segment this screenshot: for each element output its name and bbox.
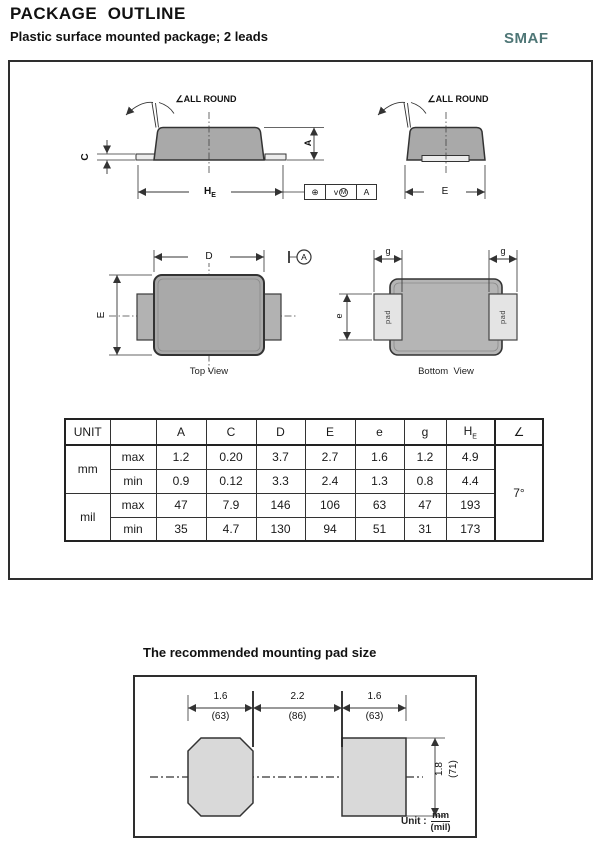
mounting-pad-right <box>342 738 406 816</box>
dim-label-a: A <box>303 139 313 147</box>
dim-label-c: C <box>80 153 91 161</box>
mounting-pad-panel <box>133 675 477 838</box>
tolerance-value-cell: v M <box>326 184 357 200</box>
value-cell: 4.7 <box>206 517 256 541</box>
side-view-front <box>97 102 324 199</box>
pad-dim-right-mil: (63) <box>365 711 384 722</box>
table-row-mm-max <box>65 445 543 469</box>
package-body-top <box>154 275 264 355</box>
limit-header <box>110 419 156 445</box>
value-cell: 31 <box>404 517 446 541</box>
page-title: PACKAGE OUTLINE <box>10 4 186 23</box>
value-cell: 63 <box>355 493 404 517</box>
value-cell: 0.8 <box>404 469 446 493</box>
pad-text-right: pad <box>498 310 507 325</box>
bottom-view-caption: Bottom View <box>418 366 474 377</box>
top-view <box>109 250 311 372</box>
value-cell: 2.4 <box>305 469 355 493</box>
position-symbol-icon: ⊕ <box>304 184 326 200</box>
unit-mm-cell: mm <box>65 445 110 493</box>
table-header-row <box>65 419 543 445</box>
top-view-caption: Top View <box>189 366 229 377</box>
side-view-end <box>378 102 485 199</box>
value-cell: 193 <box>446 493 495 517</box>
value-cell: 3.3 <box>256 469 305 493</box>
value-cell: 106 <box>305 493 355 517</box>
limit-cell: max <box>110 493 156 517</box>
dim-label-e-pitch: e <box>334 313 344 319</box>
pad-dim-mid-mil: (86) <box>288 711 307 722</box>
bottom-view <box>339 250 517 355</box>
column-header-d: D <box>256 419 305 445</box>
value-cell: 94 <box>305 517 355 541</box>
value-cell: 47 <box>404 493 446 517</box>
column-header-a: A <box>156 419 206 445</box>
lead-right-shape <box>265 154 286 160</box>
value-cell: 1.2 <box>156 445 206 469</box>
page-subtitle: Plastic surface mounted package; 2 leads <box>10 29 268 44</box>
value-cell: 1.3 <box>355 469 404 493</box>
dim-label-e-end: E <box>424 186 466 198</box>
mounting-pads-drawing <box>150 691 445 816</box>
value-cell: 35 <box>156 517 206 541</box>
column-header-g: g <box>404 419 446 445</box>
table-row-mil-min <box>65 517 543 541</box>
value-cell: 0.20 <box>206 445 256 469</box>
limit-cell: min <box>110 517 156 541</box>
column-header-angle: ∠ <box>495 419 543 445</box>
all-round-label-right: ∠ALL ROUND <box>427 94 489 104</box>
all-round-label-left: ∠ALL ROUND <box>175 94 237 104</box>
pad-dim-left-mil: (63) <box>211 711 230 722</box>
column-header-c: C <box>206 419 256 445</box>
value-cell: 146 <box>256 493 305 517</box>
package-code: SMAF <box>504 30 549 47</box>
value-cell: 4.9 <box>446 445 495 469</box>
limit-cell: min <box>110 469 156 493</box>
unit-mil: (mil) <box>430 822 451 833</box>
datum-flag-label: A <box>301 252 307 262</box>
value-cell: 7.9 <box>206 493 256 517</box>
top-lead-left <box>137 294 155 340</box>
value-cell: 51 <box>355 517 404 541</box>
pad-dim-mid-mm: 2.2 <box>290 691 305 702</box>
dim-label-g-left: g <box>385 246 391 256</box>
value-cell: 47 <box>156 493 206 517</box>
unit-header: UNIT <box>65 419 110 445</box>
value-cell: 130 <box>256 517 305 541</box>
angle-value-cell: 7° <box>495 445 543 541</box>
table-row-mm-min <box>65 469 543 493</box>
column-header-he: $H_E$ <box>446 419 495 445</box>
pad-dim-left-mm: 1.6 <box>213 691 228 702</box>
dim-label-d: D <box>188 251 230 263</box>
outline-drawing-panel <box>8 60 593 580</box>
unit-fraction <box>431 810 451 833</box>
value-cell: 1.6 <box>355 445 404 469</box>
pad-dim-right-mm: 1.6 <box>367 691 382 702</box>
dim-label-e-top: E <box>96 311 107 319</box>
pad-dim-height-mil: (71) <box>448 760 459 778</box>
value-cell: 0.9 <box>156 469 206 493</box>
dim-label-he: $H_E$ <box>189 186 231 202</box>
dim-label-g-right: g <box>500 246 506 256</box>
limit-cell: max <box>110 445 156 469</box>
top-lead-right <box>263 294 281 340</box>
datum-reference-cell: A <box>357 184 377 200</box>
mounting-pad-title: The recommended mounting pad size <box>143 645 377 660</box>
value-cell: 1.2 <box>404 445 446 469</box>
value-cell: 4.4 <box>446 469 495 493</box>
pad-text-left: pad <box>383 310 392 325</box>
unit-mil-cell: mil <box>65 493 110 541</box>
value-cell: 173 <box>446 517 495 541</box>
unit-note-label: Unit : <box>401 816 427 827</box>
table-row-mil-max <box>65 493 543 517</box>
column-header-e-small: e <box>355 419 404 445</box>
unit-mm: mm <box>432 810 450 821</box>
tolerance-frame <box>304 184 377 200</box>
lead-end-shape <box>422 156 469 162</box>
package-body-bottom <box>390 279 502 355</box>
unit-note <box>401 810 451 833</box>
mmc-modifier-icon: M <box>340 188 347 196</box>
column-header-e: E <box>305 419 355 445</box>
mounting-pad-left <box>188 738 253 816</box>
pad-dim-height-mm: 1.8 <box>434 762 445 776</box>
dimensions-table <box>64 418 544 542</box>
value-cell: 0.12 <box>206 469 256 493</box>
value-cell: 2.7 <box>305 445 355 469</box>
value-cell: 3.7 <box>256 445 305 469</box>
